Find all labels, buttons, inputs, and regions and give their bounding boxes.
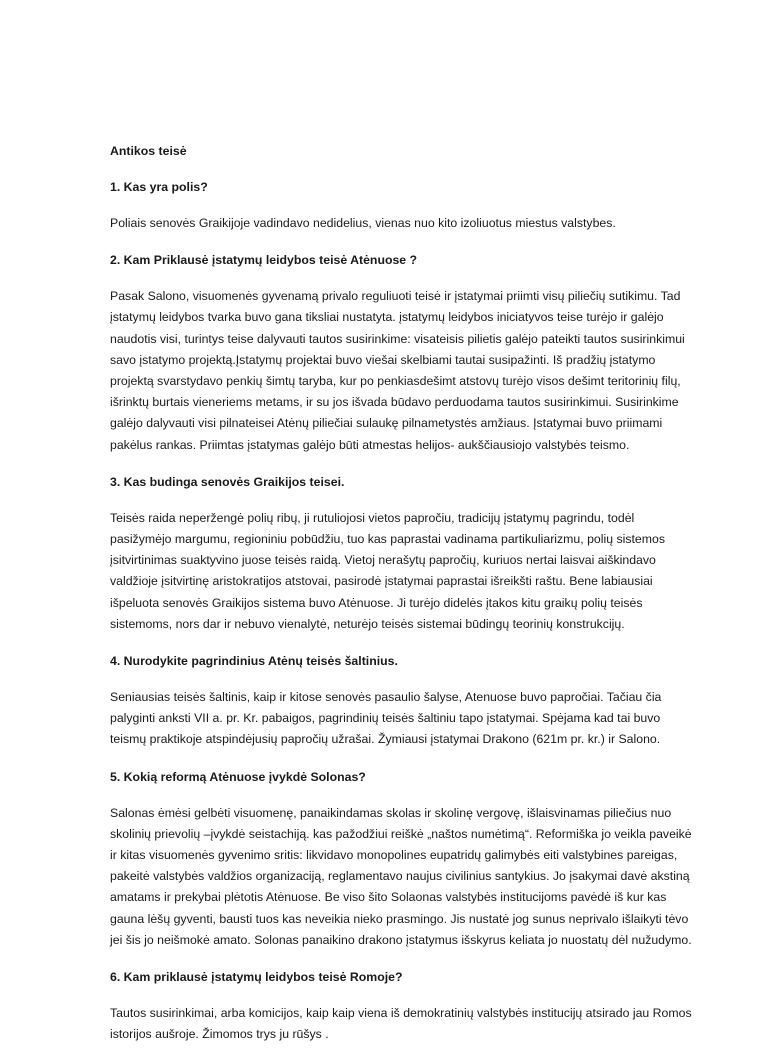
paragraph-line: istorijos aušroje. Žimomos trys ju rūšys . [110,1027,329,1042]
paragraph-line: Tautos susirinkimai, arba komicijos, kaip kaip viena iš demokratinių valstybės institucijų atsirado jau Romos [110,1006,692,1021]
paragraph-line: sistemoms, nors dar ir nebuvo vienalytė, neturėjo teisės sistemai būdingų teorinių konstrukcijų. [110,616,625,631]
paragraph-line: naudotis visi, turintys teise dalyvauti tautos susirinkime: visateisis pilietis galėjo pateikti tautos susirinkimui [110,331,685,346]
paragraph-line: pakeitė valstybės valdžios organizaciją, reglamentavo naujus civilinius santykius. Jo įsakymai davė akstiną [110,869,690,884]
paragraph-line: Teisės raida neperžengė polių ribų, ji rutuliojosi vietos papročiu, tradicijų įstatymų pagrindu, todėl [110,510,635,525]
answer-5-paragraph [110,803,734,951]
paragraph-line: amatams ir prekybai plėtotis Atėnuose. Be viso šito Solaonas valstybės institucijoms pavėdė iš kur kas [110,890,667,905]
paragraph-line: gauna lėšų gyventi, bausti tuos kas neveikia nieko prasmingo. Jis nustatė jog sunus neprivalo išlaikyti tėvo [110,911,689,926]
paragraph-line: Pasak Salono, visuomenės gyvenamą privalo reguliuoti teisė ir įstatymai priimti visų piliečių sutikimu. Tad [110,289,681,304]
paragraph-line: išpeluota senovės Graikijos sistema buvo Atėnuose. Ji turėjo didelės įtakos kitu graikų polių teisės [110,595,643,610]
question-6-heading: 6. Kam priklausė įstatymų leidybos teisė Romoje? [110,970,403,985]
paragraph-line: projektą svarstydavo penkių šimtų taryba, kur po penkiasdešimt atstovų turėjo visos dešimt teritorinių filų, [110,374,681,389]
paragraph-line: įsitvirtinimas suaktyvino juose teisės raidą. Vietoj nerašytų papročių, kuriuos nertai laisvai aiškindavo [110,553,656,568]
paragraph-line: ir kitas visuomenės gyvenimo sritis: likvidavo monopolines eupatridų galimybės eiti valstybines pareigas, [110,848,678,863]
answer-3-paragraph [110,508,734,635]
answer-2-paragraph [110,286,734,456]
question-2-heading: 2. Kam Priklausė įstatymų leidybos teisė Atėnuose ? [110,253,418,268]
paragraph-line: palyginti anksti VII a. pr. Kr. pabaigos, pagrindinių teisės šaltiniu tapo įstatymai. Spėjama kad tai buvo [110,711,661,726]
answer-6-paragraph [110,1003,734,1045]
paragraph-line: jei šis jo neišmokė amato. Solonas panaikino drakono įstatymus išskyrus keliata jo nuostatų dėl nužudymo. [110,932,692,947]
question-3-heading: 3. Kas budinga senovės Graikijos teisei. [110,474,345,489]
paragraph-line: išrinktų burtais vieneriems metams, ir su jos išvada būdavo perduodama tautos susirinkimui. Susirinkime [110,395,679,410]
document-title: Antikos teisė [110,144,187,158]
paragraph-line: pakėlus rankas. Priimtas įstatymas galėjo būti atmestas helijos- aukščiausiojo valstybės teismo. [110,437,630,452]
paragraph-line: skolinių prievolių –įvykdė seistachiją. kas pažodžiui reiškė „naštos numėtimą“. Reformiška jo veikla paveikė [110,826,692,841]
paragraph-line: galėjo dalyvauti visi pilnateisei Atėnų piliečiai sulaukę pilnametystės amžiaus. Įstatymai buvo priimami [110,416,663,431]
answer-1-paragraph [110,213,734,234]
paragraph-line: valdžioje įsitvirtinę aristokratijos atstovai, pasirodė įstatymai paprastai išreikšti raštu. Bene labiausiai [110,574,653,589]
paragraph-line: Seniausias teisės šaltinis, kaip ir kitose senovės pasaulio šalyse, Atenuose buvo papročiai. Tačiau čia [110,690,662,705]
question-4-heading: 4. Nurodykite pagrindinius Atėnų teisės šaltinius. [110,654,398,669]
document-body [110,141,734,1061]
paragraph-line: teismų praktikoje atspindėjusių papročių užrašai. Žymiausi įstatymai Drakono (621m pr. kr.) ir Salono. [110,732,661,747]
paragraph-line: įstatymų leidybos tvarka buvo gana tiksliai nustatyta. įstatymų leidybos iniciatyvos teise turėjo ir galėjo [110,310,664,325]
paragraph-line: pasižymėjo margumu, regioniniu pobūdžiu, tuo kas paprastai vadinama partikuliarizmu, polių sistemos [110,532,665,547]
question-5-heading: 5. Kokią reformą Atėnuose įvykdė Solonas? [110,769,366,784]
answer-4-paragraph [110,687,734,751]
paragraph-line: savo įstatymo projektą.Įstatymų projektai buvo viešai skelbiami tautai susipažinti. Iš pradžių įstatymo [110,352,656,367]
paragraph-line: Poliais senovės Graikijoje vadindavo nedidelius, vienas nuo kito izoliuotus miestus valstybes. [110,216,616,230]
paragraph-line: Salonas ėmėsi gelbėti visuomenę, panaikindamas skolas ir skolinę vergovę, išlaisvinamas piliečius nuo [110,805,672,820]
question-1-heading: 1. Kas yra polis? [110,180,208,194]
